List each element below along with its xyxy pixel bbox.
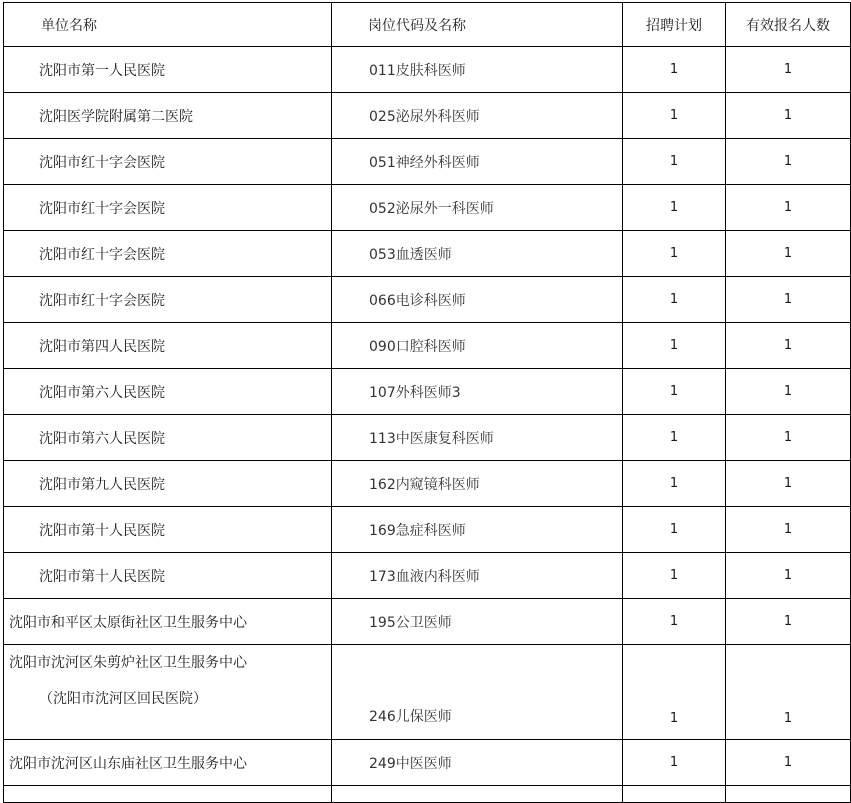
count-cell [726,786,851,803]
count-cell: 1 [726,47,851,93]
position-cell: 169急症科医师 [332,507,623,553]
plan-cell: 1 [623,93,726,139]
position-cell: 090口腔科医师 [332,323,623,369]
count-cell: 1 [726,599,851,645]
table-row [4,645,851,740]
plan-cell: 1 [623,369,726,415]
unit-cell: 沈阳市红十字会医院 [4,185,332,231]
table-row [4,277,851,323]
table-row [4,599,851,645]
unit-cell [4,786,332,803]
position-cell: 173血液内科医师 [332,553,623,599]
count-cell: 1 [726,139,851,185]
plan-cell [623,786,726,803]
plan-cell: 1 [623,645,726,740]
position-cell: 195公卫医师 [332,599,623,645]
plan-cell: 1 [623,740,726,786]
unit-alias: （沈阳市沈河区回民医院） [39,691,207,707]
unit-cell: 沈阳市第四人民医院 [4,323,332,369]
unit-cell: 沈阳市第十人民医院 [4,553,332,599]
unit-cell: 沈阳市和平区太原街社区卫生服务中心 [4,599,332,645]
table-row [4,231,851,277]
position-cell: 025泌尿外科医师 [332,93,623,139]
table-row [4,185,851,231]
count-cell: 1 [726,507,851,553]
plan-cell: 1 [623,139,726,185]
unit-cell: 沈阳市第九人民医院 [4,461,332,507]
count-cell: 1 [726,415,851,461]
table-row [4,740,851,786]
unit-cell: 沈阳市第六人民医院 [4,369,332,415]
position-cell [332,786,623,803]
plan-cell: 1 [623,185,726,231]
table-row [4,323,851,369]
table-row [4,786,851,803]
plan-cell: 1 [623,47,726,93]
table-row [4,93,851,139]
unit-name: 沈阳市沈河区朱剪炉社区卫生服务中心 [9,655,247,671]
position-cell: 011皮肤科医师 [332,47,623,93]
unit-cell: 沈阳市红十字会医院 [4,139,332,185]
plan-cell: 1 [623,553,726,599]
count-cell: 1 [726,740,851,786]
position-cell: 051神经外科医师 [332,139,623,185]
position-cell: 246儿保医师 [332,645,623,740]
unit-cell: 沈阳市红十字会医院 [4,231,332,277]
unit-cell: 沈阳市第一人民医院 [4,47,332,93]
unit-cell: 沈阳市沈河区山东庙社区卫生服务中心 [4,740,332,786]
position-cell: 052泌尿外一科医师 [332,185,623,231]
count-cell: 1 [726,461,851,507]
plan-cell: 1 [623,415,726,461]
unit-cell [4,645,332,740]
unit-cell: 沈阳市第六人民医院 [4,415,332,461]
plan-cell: 1 [623,277,726,323]
count-cell: 1 [726,553,851,599]
unit-cell: 沈阳市红十字会医院 [4,277,332,323]
count-cell: 1 [726,369,851,415]
plan-cell: 1 [623,461,726,507]
count-cell: 1 [726,323,851,369]
count-cell: 1 [726,277,851,323]
plan-cell: 1 [623,231,726,277]
table-row [4,553,851,599]
count-cell: 1 [726,231,851,277]
count-cell: 1 [726,93,851,139]
position-cell: 162内窥镜科医师 [332,461,623,507]
position-cell: 066电诊科医师 [332,277,623,323]
table-row [4,47,851,93]
table-row [4,461,851,507]
header-applicants: 有效报名人数 [726,3,851,47]
header-plan: 招聘计划 [623,3,726,47]
table-header-row [4,3,851,47]
count-cell: 1 [726,645,851,740]
position-cell: 249中医医师 [332,740,623,786]
position-cell: 053血透医师 [332,231,623,277]
header-position: 岗位代码及名称 [332,3,623,47]
table-row [4,507,851,553]
applicant-table [3,2,851,803]
position-cell: 107外科医师3 [332,369,623,415]
count-cell: 1 [726,185,851,231]
unit-cell: 沈阳医学院附属第二医院 [4,93,332,139]
unit-cell: 沈阳市第十人民医院 [4,507,332,553]
header-unit-name: 单位名称 [4,3,332,47]
plan-cell: 1 [623,599,726,645]
position-cell: 113中医康复科医师 [332,415,623,461]
plan-cell: 1 [623,323,726,369]
table-row [4,139,851,185]
plan-cell: 1 [623,507,726,553]
table-row [4,415,851,461]
table-row [4,369,851,415]
